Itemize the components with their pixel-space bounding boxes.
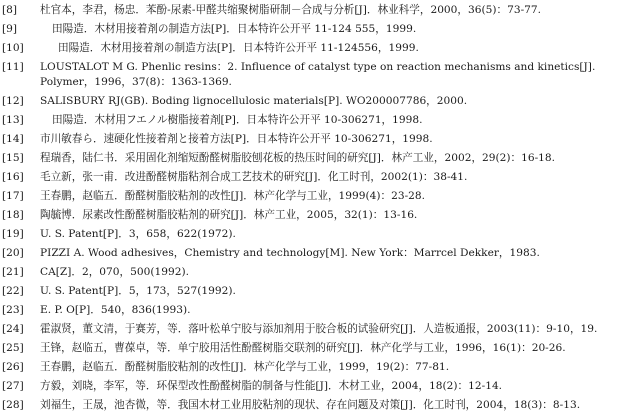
reference-text: 陶毓博．尿素改性酚醛树脂胶粘剂的研究[J]．林产工业，2005，32(1)：13-16. — [40, 208, 418, 221]
reference-number: [19] — [2, 227, 24, 240]
reference-item — [2, 227, 638, 242]
reference-number: [28] — [2, 399, 24, 412]
reference-number: [11] — [2, 61, 24, 74]
reference-number: [27] — [2, 380, 24, 393]
reference-text: 市川敏春ら．速硬化性接着剤と接着方法[P]．日本特许公开平 10-306271，1998. — [40, 132, 433, 145]
reference-text: 田陽造．木材用接着剤の制造方法[P]．日本特许公开平 11-124 555，1999. — [52, 23, 417, 36]
reference-text: 毛立新，张一甫．改进酚醛树脂粘剂合成工艺技术的研究[J]．化工时刊，2002(1)：38-41. — [40, 170, 468, 183]
reference-text: 王春鹏，赵临五．酚醛树脂胶粘剂的改性[J]．林产化学与工业，1999(4)：23-28. — [40, 189, 426, 202]
reference-number: [23] — [2, 304, 24, 317]
reference-number: [13] — [2, 113, 24, 126]
reference-number: [26] — [2, 361, 24, 374]
reference-text: 田陽造．木材用フエノル樹脂接着剤[P]．日本特许公开平 10-306271，1998. — [52, 113, 423, 126]
reference-number: [16] — [2, 170, 24, 183]
reference-text: 杜官本，李君，杨忠．苯酚-尿素-甲醛共缩聚树脂研制－合成与分析[J]．林业科学，2000，36(5)：73-77. — [40, 4, 541, 16]
reference-item — [2, 246, 638, 261]
reference-number: [9] — [2, 23, 18, 36]
reference-text: 刘福生，王晟，池杏微，等．我国木材工业用胶粘剂的现状、存在问题及对策[J]．化工时刊，2004，18(3)：8-13. — [40, 399, 581, 412]
reference-text: E. P. O[P]．540，836(1993). — [40, 304, 191, 317]
reference-item — [2, 22, 638, 37]
reference-number: [24] — [2, 323, 24, 336]
reference-item — [2, 398, 638, 413]
reference-text: 王锋，赵临五，曹葆卓，等．单宁胶用活性酚醛树脂交联剂的研究[J]．林产化学与工业，1996，16(1)：20-26. — [40, 342, 566, 355]
reference-text: CA[Z]．2，070，500(1992). — [40, 266, 189, 278]
reference-text: U. S. Patent[P]．3，658，622(1972). — [40, 227, 236, 240]
reference-item — [2, 132, 638, 147]
reference-item — [2, 341, 638, 356]
reference-item — [2, 113, 638, 128]
reference-text: 田陽造．木材用接着剤の制造方法[P]．日本特许公开平 11-124556，1999. — [58, 42, 419, 55]
reference-text: U. S. Patent[P]．5，173，527(1992). — [40, 285, 236, 298]
reference-text: 王春鹏，赵临五．酚醛树脂胶粘剂的改性[J]．林产化学与工业，1999，19(2)：77-81. — [40, 361, 450, 374]
reference-text: 霍淑贤，董文清，于赛芳，等．落叶松单宁胶与添加剂用于胶合板的试验研究[J]．人造板通报，2003(11)：9-10，19. — [40, 323, 598, 336]
reference-text: 程瑞香，陆仁书．采用固化剂缩短酚醛树脂胶刨花板的热压时间的研究[J]．林产工业，2002，29(2)：16-18. — [40, 151, 556, 164]
reference-number: [22] — [2, 285, 24, 298]
reference-number: [17] — [2, 189, 24, 202]
reference-item — [2, 284, 638, 299]
reference-item — [2, 3, 638, 18]
reference-item — [2, 303, 638, 318]
reference-number: [21] — [2, 266, 24, 278]
reference-item — [2, 322, 638, 337]
reference-number: [20] — [2, 246, 24, 259]
reference-item — [2, 265, 638, 280]
reference-number: [18] — [2, 208, 24, 221]
reference-text: SALISBURY RJ(GB). Boding lignocellulosic materials[P]. WO200007786，2000. — [40, 94, 468, 107]
reference-list — [2, 3, 638, 417]
reference-item — [2, 189, 638, 204]
reference-item — [2, 170, 638, 185]
reference-number: [15] — [2, 151, 24, 164]
reference-item — [2, 94, 638, 109]
reference-text: PIZZI A. Wood adhesives，Chemistry and technology[M]. New York：Marrcel Dekker，1983. — [40, 246, 540, 259]
reference-text: LOUSTALOT M G. Phenlic resins：2. Influence of catalyst type on reaction mechanisms and kinetics[J]. Polymer，1996，37(8)：1363-1369. — [40, 61, 596, 88]
reference-number: [10] — [2, 42, 24, 55]
reference-number: [8] — [2, 4, 18, 16]
reference-number: [12] — [2, 94, 24, 107]
reference-item — [2, 151, 638, 166]
reference-text: 方毅，刘晓，李军，等．环保型改性酚醛树脂的制备与性能[J]．木材工业，2004，18(2)：12-14. — [40, 380, 503, 393]
reference-item — [2, 60, 638, 89]
reference-item — [2, 41, 638, 56]
reference-item — [2, 379, 638, 394]
reference-number: [14] — [2, 132, 24, 145]
reference-item — [2, 360, 638, 375]
reference-number: [25] — [2, 342, 24, 355]
reference-item — [2, 208, 638, 223]
